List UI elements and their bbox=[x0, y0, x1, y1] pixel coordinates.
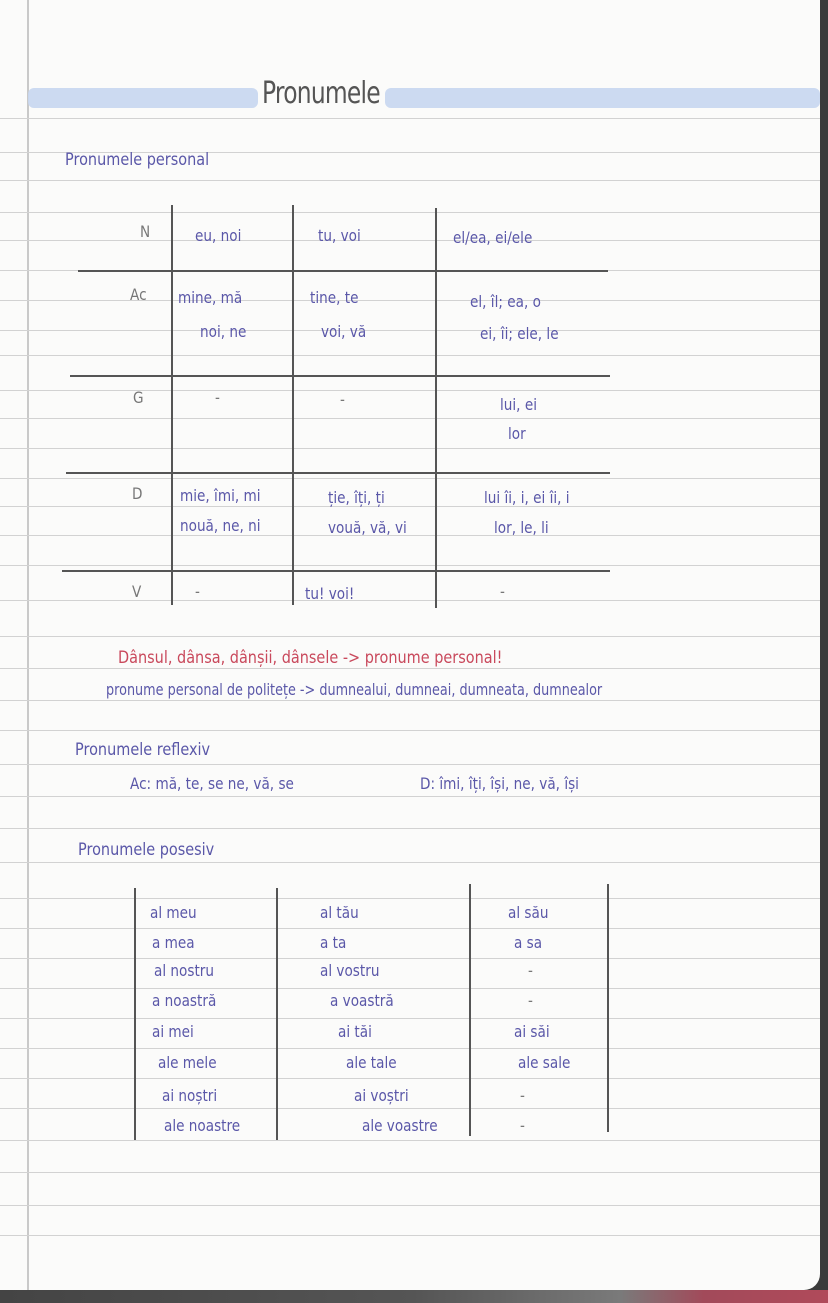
table-cell: eu, noi bbox=[195, 226, 242, 245]
table-cell: vouă, vă, vi bbox=[328, 518, 407, 537]
possessive-cell: ale voastre bbox=[362, 1116, 438, 1135]
possessive-cell: al său bbox=[508, 903, 549, 922]
table-cell: nouă, ne, ni bbox=[180, 516, 261, 535]
ruled-line bbox=[0, 796, 820, 797]
table-divider bbox=[607, 884, 609, 1132]
ruled-line bbox=[0, 636, 820, 637]
title-highlight-right bbox=[385, 88, 820, 108]
ruled-line bbox=[0, 600, 820, 601]
red-note: Dânsul, dânsa, dânșii, dânsele -> pronume personal! bbox=[118, 648, 503, 668]
ruled-line bbox=[0, 1108, 820, 1109]
ruled-line bbox=[0, 1205, 820, 1206]
ruled-line bbox=[0, 448, 820, 449]
ruled-line bbox=[0, 730, 820, 731]
table-divider bbox=[70, 375, 610, 377]
possessive-cell: a mea bbox=[152, 933, 195, 952]
table-cell: - bbox=[215, 388, 220, 407]
table-cell: lui îi, i, ei îi, i bbox=[484, 488, 570, 507]
reflexive-heading: Pronumele reflexiv bbox=[75, 740, 211, 760]
table-divider bbox=[292, 205, 294, 605]
ruled-line bbox=[0, 390, 820, 391]
ruled-line bbox=[0, 1018, 820, 1019]
possessive-cell: ai tăi bbox=[338, 1022, 372, 1041]
possessive-cell: ale tale bbox=[346, 1053, 397, 1072]
table-cell: - bbox=[500, 582, 505, 601]
ruled-line bbox=[0, 565, 820, 566]
possessive-cell: a sa bbox=[514, 933, 543, 952]
table-divider bbox=[435, 208, 437, 608]
table-divider bbox=[66, 472, 610, 474]
ruled-line bbox=[0, 1078, 820, 1079]
table-cell: el, îl; ea, o bbox=[470, 292, 541, 311]
possessive-cell: - bbox=[520, 1116, 525, 1135]
table-divider bbox=[62, 570, 610, 572]
table-cell: - bbox=[340, 390, 345, 409]
table-cell: tine, te bbox=[310, 288, 359, 307]
ruled-line bbox=[0, 668, 820, 669]
possessive-cell: al meu bbox=[150, 903, 197, 922]
politeness-note: pronume personal de politețe -> dumnealui, dumneai, dumneata, dumnealor bbox=[106, 680, 603, 699]
ruled-line bbox=[0, 700, 820, 701]
table-cell: ei, îi; ele, le bbox=[480, 324, 559, 343]
possessive-heading: Pronumele posesiv bbox=[78, 840, 215, 860]
table-divider bbox=[276, 888, 278, 1140]
possessive-cell: ai mei bbox=[152, 1022, 194, 1041]
possessive-cell: - bbox=[528, 991, 533, 1010]
ruled-line bbox=[0, 958, 820, 959]
possessive-cell: a noastră bbox=[152, 991, 217, 1010]
personal-heading: Pronumele personal bbox=[65, 150, 210, 170]
ruled-line bbox=[0, 240, 820, 241]
table-divider bbox=[171, 205, 173, 605]
ruled-line bbox=[0, 478, 820, 479]
desk-background bbox=[0, 1290, 828, 1303]
possessive-cell: ale sale bbox=[518, 1053, 571, 1072]
possessive-cell: ai noștri bbox=[162, 1086, 218, 1105]
table-cell: - bbox=[195, 582, 200, 601]
case-label: V bbox=[132, 582, 142, 601]
table-cell: mine, mă bbox=[178, 288, 243, 307]
ruled-line bbox=[0, 764, 820, 765]
possessive-cell: al vostru bbox=[320, 961, 380, 980]
table-divider bbox=[78, 270, 608, 272]
table-cell: noi, ne bbox=[200, 322, 247, 341]
ruled-line bbox=[0, 1235, 820, 1236]
table-cell: lui, ei bbox=[500, 395, 537, 414]
ruled-line bbox=[0, 535, 820, 536]
table-cell: el/ea, ei/ele bbox=[453, 228, 533, 247]
page-title: Pronumele bbox=[262, 76, 380, 111]
table-cell: lor, le, li bbox=[494, 518, 549, 537]
table-cell: tu, voi bbox=[318, 226, 361, 245]
ruled-line bbox=[0, 988, 820, 989]
case-label: G bbox=[133, 388, 144, 407]
possessive-cell: ai săi bbox=[514, 1022, 550, 1041]
ruled-line bbox=[0, 300, 820, 301]
possessive-cell: al nostru bbox=[154, 961, 215, 980]
table-divider bbox=[469, 884, 471, 1136]
possessive-cell: - bbox=[520, 1086, 525, 1105]
ruled-line bbox=[0, 928, 820, 929]
ruled-line bbox=[0, 862, 820, 863]
ruled-line bbox=[0, 355, 820, 356]
table-cell: mie, îmi, mi bbox=[180, 486, 261, 505]
possessive-cell: ale mele bbox=[158, 1053, 217, 1072]
case-label: Ac bbox=[130, 285, 147, 304]
possessive-cell: al tău bbox=[320, 903, 359, 922]
table-cell: ție, îți, ți bbox=[328, 488, 385, 507]
table-cell: voi, vă bbox=[321, 322, 367, 341]
possessive-cell: a ta bbox=[320, 933, 347, 952]
possessive-cell: ai voștri bbox=[354, 1086, 409, 1105]
possessive-cell: - bbox=[528, 961, 533, 980]
title-highlight-left bbox=[28, 88, 258, 108]
case-label: N bbox=[140, 222, 151, 241]
ruled-line bbox=[0, 1140, 820, 1141]
reflexive-accusative: Ac: mă, te, se ne, vă, se bbox=[130, 774, 294, 793]
case-label: D bbox=[132, 484, 143, 503]
ruled-line bbox=[0, 212, 820, 213]
ruled-line bbox=[0, 330, 820, 331]
ruled-line bbox=[0, 506, 820, 507]
ruled-line bbox=[0, 118, 820, 119]
ruled-line bbox=[0, 1172, 820, 1173]
table-cell: lor bbox=[508, 424, 526, 443]
table-cell: tu! voi! bbox=[305, 584, 355, 603]
table-divider bbox=[134, 888, 136, 1140]
ruled-line bbox=[0, 1048, 820, 1049]
ruled-line bbox=[0, 180, 820, 181]
possessive-cell: a voastră bbox=[330, 991, 394, 1010]
margin-line bbox=[27, 0, 29, 1290]
ruled-line bbox=[0, 418, 820, 419]
ruled-line bbox=[0, 898, 820, 899]
reflexive-dative: D: îmi, îți, își, ne, vă, își bbox=[420, 774, 579, 793]
ruled-line bbox=[0, 828, 820, 829]
possessive-cell: ale noastre bbox=[164, 1116, 241, 1135]
